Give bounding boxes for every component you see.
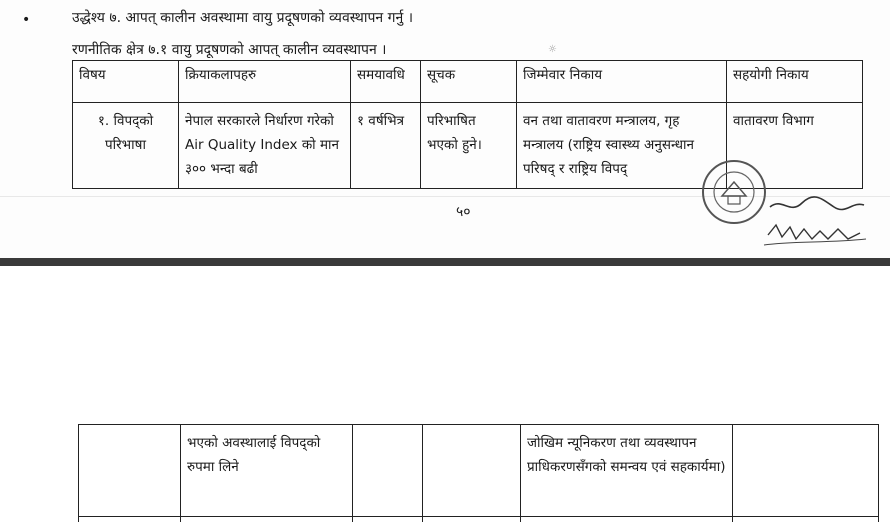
header-indicator: सूचक (421, 61, 517, 103)
cell-subject: १. विपद्को परिभाषा (73, 103, 179, 189)
page-separator (0, 258, 890, 266)
cell-cut (423, 517, 521, 522)
objective-heading: उद्धेश्य ७. आपत् कालीन अवस्थामा वायु प्रदूषणको व्यवस्थापन गर्नु । (72, 10, 414, 26)
cell-activity: नेपाल सरकारले निर्धारण गरेको Air Quality Index को मान ३०० भन्दा बढी (179, 103, 351, 189)
official-seal-icon (700, 158, 768, 226)
scan-speck: ☼ (548, 44, 557, 55)
page-number: ५० (456, 204, 471, 220)
document-page-bottom (0, 266, 890, 522)
header-supporting: सहयोगी निकाय (727, 61, 863, 103)
cell-cut (181, 517, 353, 522)
cell-cut (79, 517, 181, 522)
cell-period: १ वर्षभित्र (351, 103, 421, 189)
cell-responsible: जोखिम न्यूनिकरण तथा व्यवस्थापन प्राधिकरणसँगको समन्वय एवं सहकार्यमा) (521, 425, 733, 517)
cell-indicator: परिभाषित भएको हुने। (421, 103, 517, 189)
cell-supporting (733, 425, 879, 517)
table-header-row (73, 61, 863, 103)
cell-indicator (423, 425, 521, 517)
document-page-top (0, 0, 890, 258)
action-plan-table-continued (78, 424, 879, 522)
strategy-heading: रणनीतिक क्षेत्र ७.१ वायु प्रदूषणको आपत् कालीन व्यवस्थापन । (72, 42, 387, 58)
cell-cut (353, 517, 423, 522)
cell-responsible: वन तथा वातावरण मन्त्रालय, गृह मन्त्रालय (राष्ट्रिय स्वास्थ्य अनुसन्धान परिषद् र राष्ट्रिय विपद् (517, 103, 727, 189)
cell-cut (521, 517, 733, 522)
table-row (79, 425, 879, 517)
cell-supporting: वातावरण विभाग (727, 103, 863, 189)
cell-cut (733, 517, 879, 522)
cell-activity: भएको अवस्थालाई विपद्को रुपमा लिने (181, 425, 353, 517)
header-responsible: जिम्मेवार निकाय (517, 61, 727, 103)
handwritten-signature (760, 195, 870, 250)
header-period: समयावधि (351, 61, 421, 103)
header-activities: क्रियाकलापहरु (179, 61, 351, 103)
cell-period (353, 425, 423, 517)
bullet: • (22, 12, 31, 28)
cell-subject (79, 425, 181, 517)
header-subject: विषय (73, 61, 179, 103)
table-row (79, 517, 879, 522)
